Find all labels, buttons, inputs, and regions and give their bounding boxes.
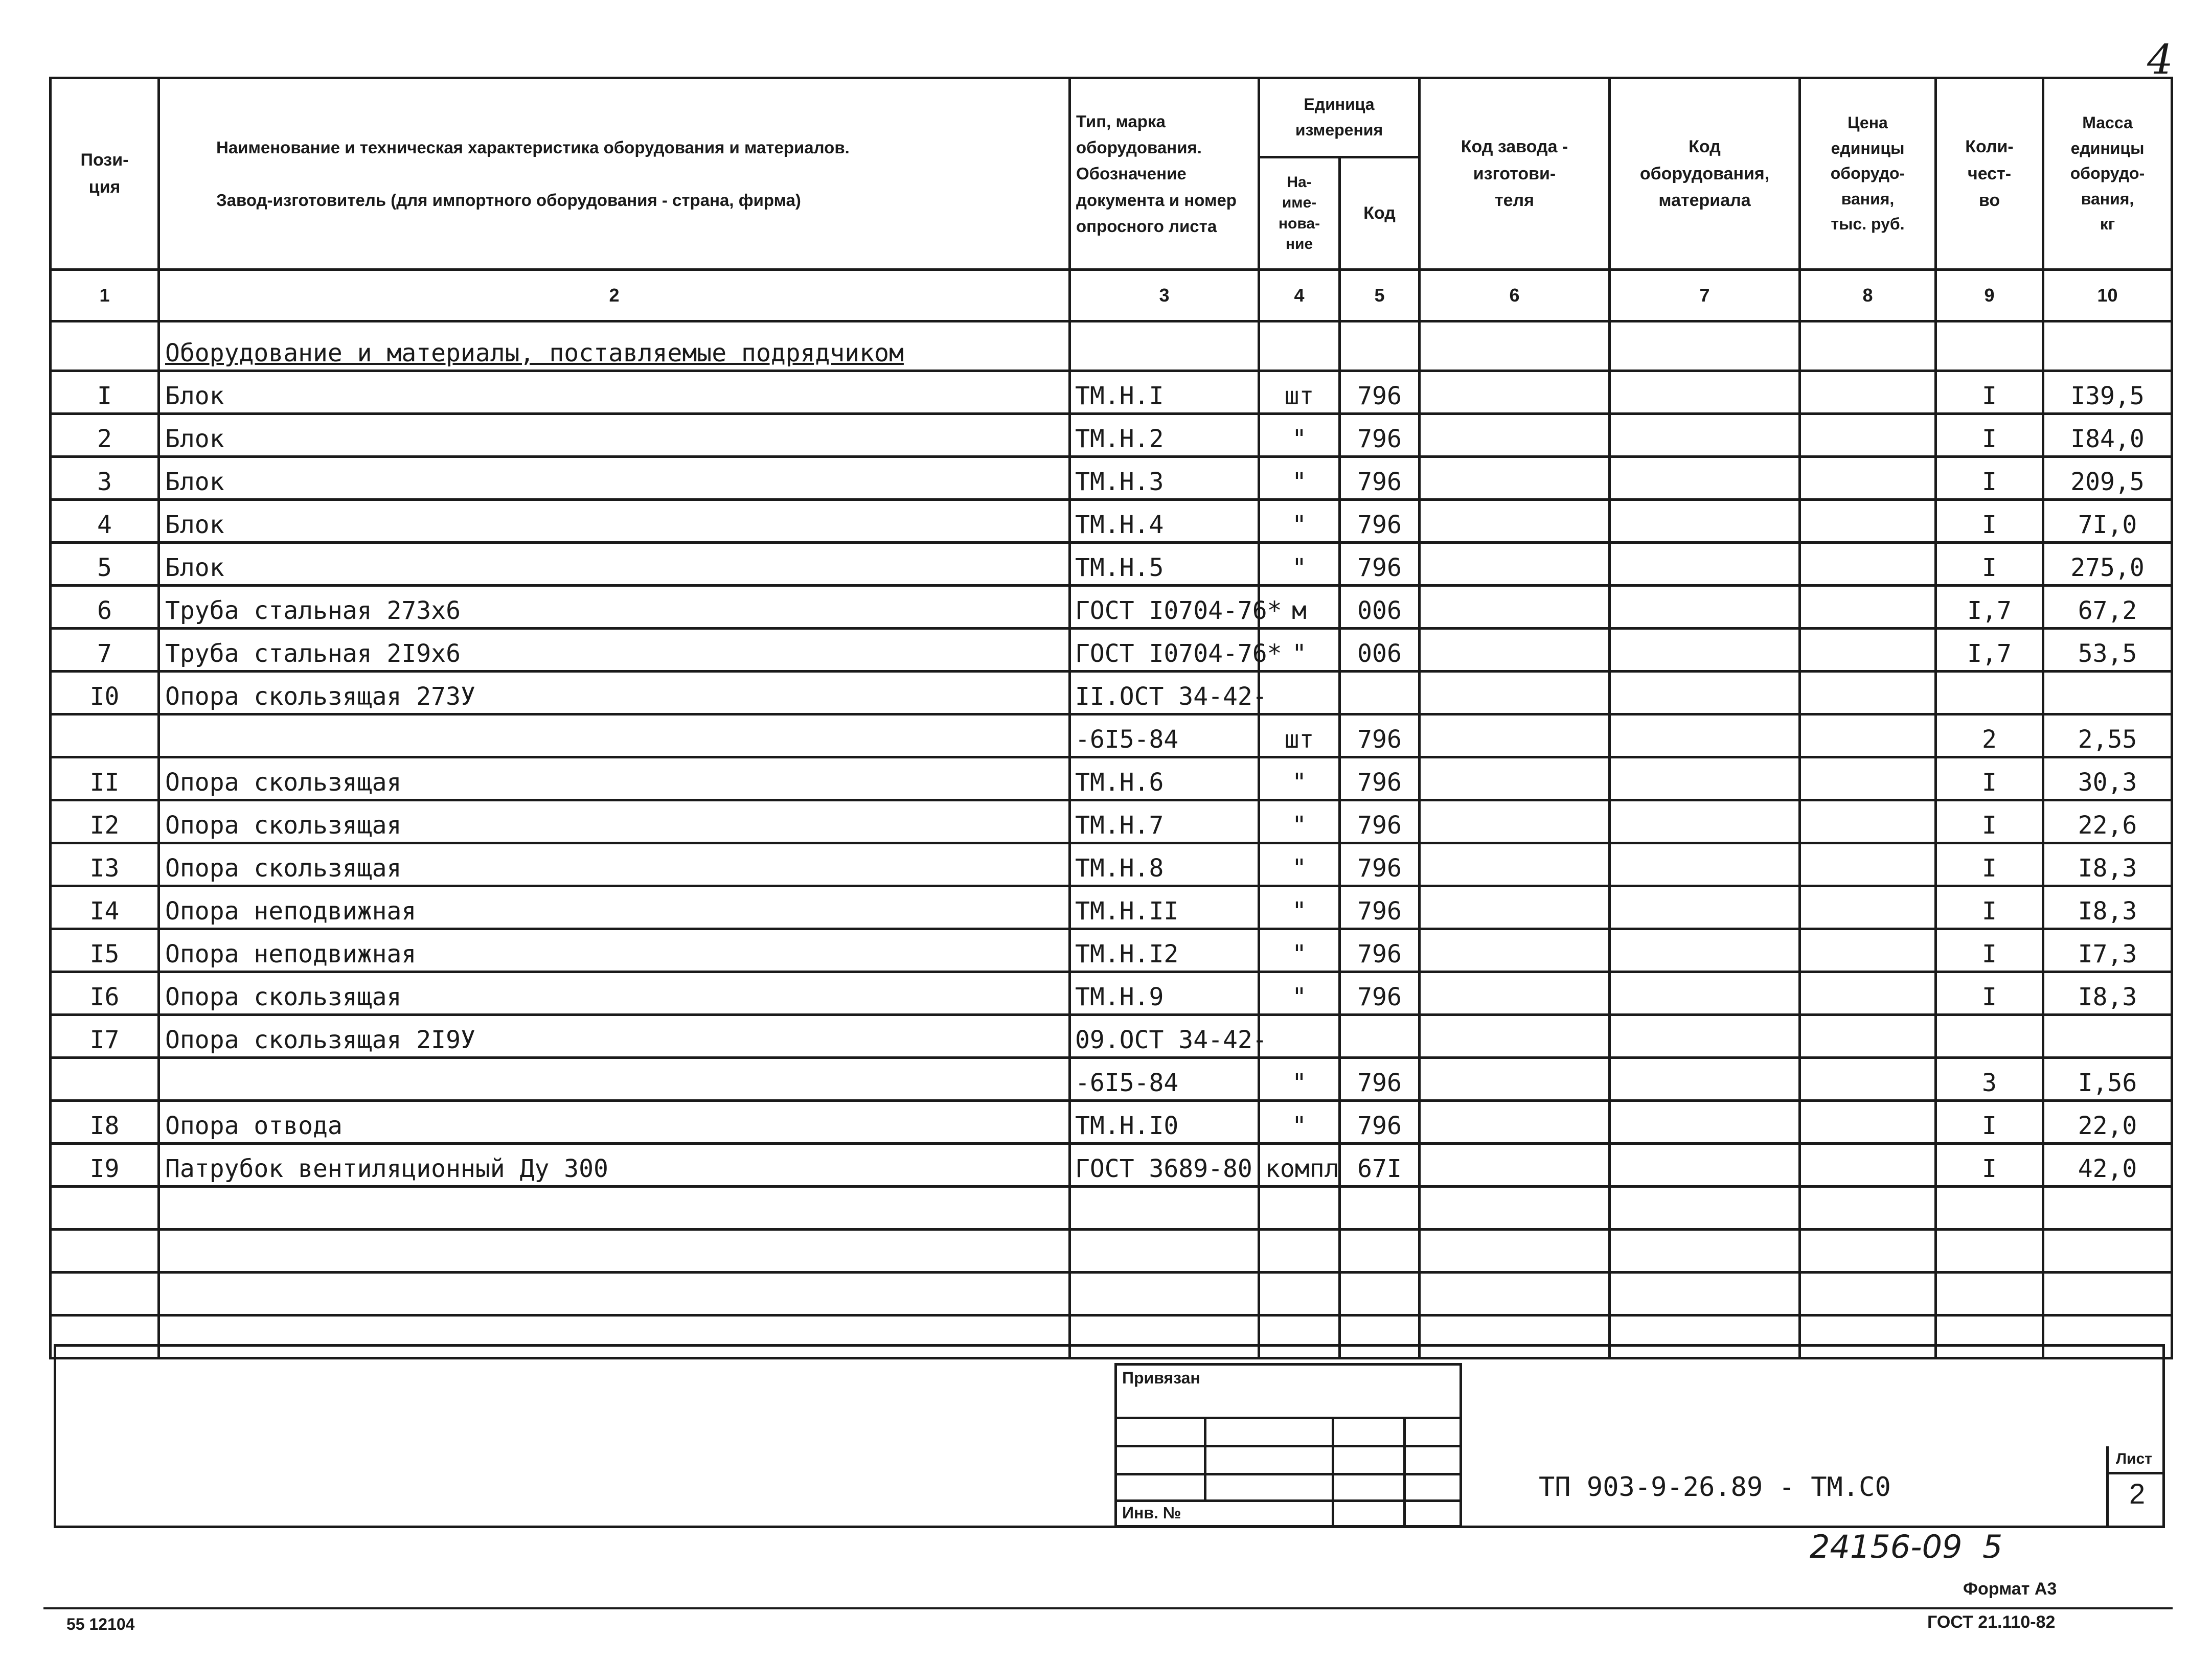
header-equipment-code: Код оборудования, материала [1610,78,1800,270]
row-type: ТМ.Н.I2 [1070,929,1259,972]
row-quantity: I [1936,500,2043,543]
row-type: ТМ.Н.I0 [1070,1101,1259,1144]
gost-label: ГОСТ 21.110-82 [1927,1612,2056,1632]
row-name: Патрубок вентиляционный Ду 300 [159,1144,1070,1187]
row-mass [2043,1187,2172,1230]
table-row [51,800,2172,843]
bound-label: Привязан [1122,1369,1200,1387]
header-type: Тип, марка оборудования. Обозначение документа и номер опросного листа [1070,78,1259,270]
row-quantity: I [1936,371,2043,414]
row-type: ТМ.Н.9 [1070,972,1259,1015]
row-plant-code [1420,1187,1610,1230]
column-number: 8 [1800,270,1936,321]
header-price: Цена единицы оборудо- вания, тыс. руб. [1800,78,1936,270]
row-position: I [51,371,159,414]
row-mass: I8,3 [2043,972,2172,1015]
row-unit: " [1259,972,1340,1015]
row-plant-code [1420,843,1610,886]
row-price [1800,414,1936,457]
row-price [1800,1187,1936,1230]
row-position: 2 [51,414,159,457]
row-equipment-code [1610,929,1800,972]
row-type: ТМ.Н.4 [1070,500,1259,543]
row-price [1800,714,1936,757]
row-unit-code: 796 [1340,543,1420,586]
header-position: Пози- ция [51,78,159,270]
row-name: Блок [159,457,1070,500]
row-quantity: 2 [1936,714,2043,757]
row-type: -6I5-84 [1070,1058,1259,1101]
row-equipment-code [1610,1273,1800,1315]
row-unit-code [1340,1273,1420,1315]
row-quantity [1936,1230,2043,1273]
row-plant-code [1420,1015,1610,1058]
row-plant-code [1420,371,1610,414]
row-unit: " [1259,1058,1340,1101]
row-quantity [1936,1015,2043,1058]
row-mass: 2,55 [2043,714,2172,757]
row-position: I8 [51,1101,159,1144]
row-name [159,714,1070,757]
row-unit: шт [1259,714,1340,757]
row-mass: I,56 [2043,1058,2172,1101]
row-type [1070,1273,1259,1315]
row-unit-code: 006 [1340,586,1420,629]
row-equipment-code [1610,629,1800,672]
row-quantity: I [1936,972,2043,1015]
row-name: Труба стальная 2I9х6 [159,629,1070,672]
row-mass: 67,2 [2043,586,2172,629]
row-price [1800,1144,1936,1187]
row-name: Опора скользящая 2I9У [159,1015,1070,1058]
row-equipment-code [1610,1230,1800,1273]
row-position: 6 [51,586,159,629]
row-plant-code [1420,800,1610,843]
row-unit: " [1259,843,1340,886]
row-position: I4 [51,886,159,929]
table-row [51,757,2172,800]
header-unit-name: На- име- нова- ние [1259,157,1340,270]
specification-table [49,77,2173,1359]
column-number: 9 [1936,270,2043,321]
row-mass: I8,3 [2043,843,2172,886]
row-unit: " [1259,929,1340,972]
row-unit-code: 796 [1340,929,1420,972]
row-plant-code [1420,629,1610,672]
row-mass: 30,3 [2043,757,2172,800]
row-plant-code [1420,543,1610,586]
inventory-label: Инв. № [1122,1504,1181,1522]
row-mass: 42,0 [2043,1144,2172,1187]
row-name: Опора неподвижная [159,886,1070,929]
row-quantity: I [1936,757,2043,800]
row-quantity: I [1936,886,2043,929]
row-unit: шт [1259,371,1340,414]
row-unit: " [1259,1101,1340,1144]
row-equipment-code [1610,1187,1800,1230]
row-price [1800,1015,1936,1058]
row-unit [1259,1273,1340,1315]
row-type: ТМ.Н.3 [1070,457,1259,500]
table-row [51,629,2172,672]
table-row [51,714,2172,757]
header-quantity: Коли- чест- во [1936,78,2043,270]
table-row [51,457,2172,500]
row-price [1800,886,1936,929]
row-type: II.ОСТ 34-42- [1070,672,1259,714]
row-mass: 275,0 [2043,543,2172,586]
row-unit-code: 796 [1340,886,1420,929]
row-type: 09.ОСТ 34-42- [1070,1015,1259,1058]
column-number: 1 [51,270,159,321]
row-unit-code: 796 [1340,757,1420,800]
row-name: Опора скользящая [159,843,1070,886]
table-row [51,1015,2172,1058]
row-equipment-code [1610,800,1800,843]
row-price [1800,1058,1936,1101]
row-position: I3 [51,843,159,886]
row-quantity [1936,1187,2043,1230]
sheet-number: 2 [2129,1478,2146,1510]
row-unit-code [1340,1187,1420,1230]
row-unit: " [1259,414,1340,457]
row-unit: компл [1259,1144,1340,1187]
row-mass: I84,0 [2043,414,2172,457]
row-price [1800,1230,1936,1273]
row-quantity: I [1936,1144,2043,1187]
row-plant-code [1420,1230,1610,1273]
row-position: 7 [51,629,159,672]
row-name: Блок [159,414,1070,457]
row-name: Блок [159,371,1070,414]
row-equipment-code [1610,1015,1800,1058]
column-number: 10 [2043,270,2172,321]
row-position [51,1230,159,1273]
row-price [1800,543,1936,586]
row-type: ГОСТ I0704-76* [1070,629,1259,672]
row-plant-code [1420,1058,1610,1101]
row-type: ТМ.Н.I [1070,371,1259,414]
row-plant-code [1420,672,1610,714]
column-number: 2 [159,270,1070,321]
row-plant-code [1420,886,1610,929]
row-price [1800,1273,1936,1315]
row-price [1800,500,1936,543]
row-quantity: I [1936,929,2043,972]
row-price [1800,629,1936,672]
table-row [51,1144,2172,1187]
row-equipment-code [1610,500,1800,543]
row-name: Опора отвода [159,1101,1070,1144]
row-type: -6I5-84 [1070,714,1259,757]
section-row [51,321,2172,371]
row-quantity: I [1936,1101,2043,1144]
column-number: 5 [1340,270,1420,321]
row-price [1800,586,1936,629]
row-mass: 53,5 [2043,629,2172,672]
row-plant-code [1420,1144,1610,1187]
header-unit-code: Код [1340,157,1420,270]
row-unit: " [1259,757,1340,800]
row-price [1800,972,1936,1015]
row-equipment-code [1610,371,1800,414]
row-plant-code [1420,1101,1610,1144]
row-unit-code: 796 [1340,800,1420,843]
header-mass: Масса единицы оборудо- вания, кг [2043,78,2172,270]
table-row [51,972,2172,1015]
row-unit-code: 006 [1340,629,1420,672]
row-unit-code: 796 [1340,972,1420,1015]
row-equipment-code [1610,586,1800,629]
table-row [51,543,2172,586]
row-position: I6 [51,972,159,1015]
row-unit-code [1340,1230,1420,1273]
row-position [51,1058,159,1101]
row-quantity: 3 [1936,1058,2043,1101]
row-unit: " [1259,500,1340,543]
row-plant-code [1420,714,1610,757]
row-mass: 7I,0 [2043,500,2172,543]
row-name [159,1273,1070,1315]
row-unit: " [1259,886,1340,929]
row-equipment-code [1610,714,1800,757]
row-unit [1259,1015,1340,1058]
row-type: ТМ.Н.2 [1070,414,1259,457]
table-row [51,1273,2172,1315]
row-unit: " [1259,629,1340,672]
row-name [159,1058,1070,1101]
row-unit: " [1259,800,1340,843]
row-equipment-code [1610,457,1800,500]
row-plant-code [1420,414,1610,457]
row-unit [1259,672,1340,714]
row-equipment-code [1610,543,1800,586]
table-row [51,500,2172,543]
row-plant-code [1420,972,1610,1015]
header-name: Наименование и техническая характеристика оборудования и материалов. Завод-изготовитель (для импортного оборудования - страна, фирма) [159,78,1070,270]
row-position [51,1187,159,1230]
row-name: Блок [159,500,1070,543]
row-unit-code: 796 [1340,500,1420,543]
row-position: 3 [51,457,159,500]
row-unit-code: 796 [1340,457,1420,500]
approval-stamp [1114,1363,1462,1528]
row-position [51,1273,159,1315]
bottom-divider [43,1607,2173,1609]
row-type: ТМ.Н.6 [1070,757,1259,800]
row-type: ГОСТ I0704-76* [1070,586,1259,629]
row-mass: 22,6 [2043,800,2172,843]
row-name [159,1230,1070,1273]
row-equipment-code [1610,1101,1800,1144]
row-mass: I39,5 [2043,371,2172,414]
row-unit-code: 67I [1340,1144,1420,1187]
column-number: 4 [1259,270,1340,321]
row-plant-code [1420,929,1610,972]
column-number: 6 [1420,270,1610,321]
row-type: ТМ.Н.II [1070,886,1259,929]
row-unit-code [1340,1015,1420,1058]
table-row [51,1058,2172,1101]
row-equipment-code [1610,757,1800,800]
sheet-label: Лист [2116,1450,2152,1467]
row-price [1800,457,1936,500]
row-mass: I8,3 [2043,886,2172,929]
row-position: I2 [51,800,159,843]
row-position: I9 [51,1144,159,1187]
table-row [51,1101,2172,1144]
row-price [1800,371,1936,414]
row-unit-code: 796 [1340,1058,1420,1101]
page-number: 4 [2147,36,2173,83]
row-mass [2043,1230,2172,1273]
row-price [1800,1101,1936,1144]
row-price [1800,757,1936,800]
header-plant-code: Код завода - изготови- теля [1420,78,1610,270]
row-position: II [51,757,159,800]
row-plant-code [1420,586,1610,629]
table-row [51,586,2172,629]
row-equipment-code [1610,886,1800,929]
row-unit-code: 796 [1340,414,1420,457]
row-unit: " [1259,543,1340,586]
row-plant-code [1420,757,1610,800]
row-price [1800,672,1936,714]
row-name: Опора скользящая [159,757,1070,800]
row-position: I0 [51,672,159,714]
row-quantity: I [1936,843,2043,886]
row-unit-code: 796 [1340,1101,1420,1144]
table-row [51,672,2172,714]
row-quantity [1936,1273,2043,1315]
row-unit-code [1340,672,1420,714]
row-type: ГОСТ 3689-80 [1070,1144,1259,1187]
sheet-box [2106,1446,2165,1528]
row-price [1800,929,1936,972]
row-type [1070,1230,1259,1273]
table-row [51,886,2172,929]
table-row [51,414,2172,457]
row-price [1800,843,1936,886]
row-type: ТМ.Н.7 [1070,800,1259,843]
row-equipment-code [1610,972,1800,1015]
format-label: Формат А3 [1963,1579,2057,1599]
row-quantity: I [1936,543,2043,586]
section-title: Оборудование и материалы, поставляемые подрядчиком [159,321,1070,371]
bottom-left-code: 55 12104 [66,1615,135,1633]
row-unit: " [1259,457,1340,500]
row-unit: м [1259,586,1340,629]
row-position: I5 [51,929,159,972]
row-name: Опора неподвижная [159,929,1070,972]
row-unit [1259,1187,1340,1230]
row-position: 4 [51,500,159,543]
row-mass: 22,0 [2043,1101,2172,1144]
row-name: Опора скользящая 273У [159,672,1070,714]
column-number: 3 [1070,270,1259,321]
row-mass [2043,672,2172,714]
row-quantity [1936,672,2043,714]
document-code: ТП 903-9-26.89 - ТМ.С0 [1539,1472,1891,1503]
row-name: Блок [159,543,1070,586]
row-plant-code [1420,457,1610,500]
table-row [51,929,2172,972]
row-quantity: I [1936,414,2043,457]
row-plant-code [1420,1273,1610,1315]
row-mass [2043,1273,2172,1315]
row-name [159,1187,1070,1230]
table-row [51,1187,2172,1230]
row-plant-code [1420,500,1610,543]
row-type: ТМ.Н.8 [1070,843,1259,886]
row-name: Опора скользящая [159,972,1070,1015]
header-unit-group: Единица измерения [1259,78,1420,157]
row-name: Труба стальная 273х6 [159,586,1070,629]
row-position: I7 [51,1015,159,1058]
column-number: 7 [1610,270,1800,321]
row-name: Опора скользящая [159,800,1070,843]
row-unit-code: 796 [1340,714,1420,757]
table-row [51,1230,2172,1273]
row-quantity: I [1936,457,2043,500]
row-unit-code: 796 [1340,843,1420,886]
table-row [51,843,2172,886]
inventory-number: 24156-09 5 [1810,1528,2003,1565]
row-mass: 209,5 [2043,457,2172,500]
row-equipment-code [1610,1144,1800,1187]
row-position: 5 [51,543,159,586]
row-price [1800,800,1936,843]
row-equipment-code [1610,414,1800,457]
row-mass: I7,3 [2043,929,2172,972]
table-row [51,371,2172,414]
row-unit [1259,1230,1340,1273]
row-equipment-code [1610,672,1800,714]
row-mass [2043,1015,2172,1058]
row-quantity: I,7 [1936,629,2043,672]
row-position [51,714,159,757]
row-type [1070,1187,1259,1230]
row-equipment-code [1610,1058,1800,1101]
row-quantity: I,7 [1936,586,2043,629]
row-unit-code: 796 [1340,371,1420,414]
row-quantity: I [1936,800,2043,843]
row-type: ТМ.Н.5 [1070,543,1259,586]
row-equipment-code [1610,843,1800,886]
